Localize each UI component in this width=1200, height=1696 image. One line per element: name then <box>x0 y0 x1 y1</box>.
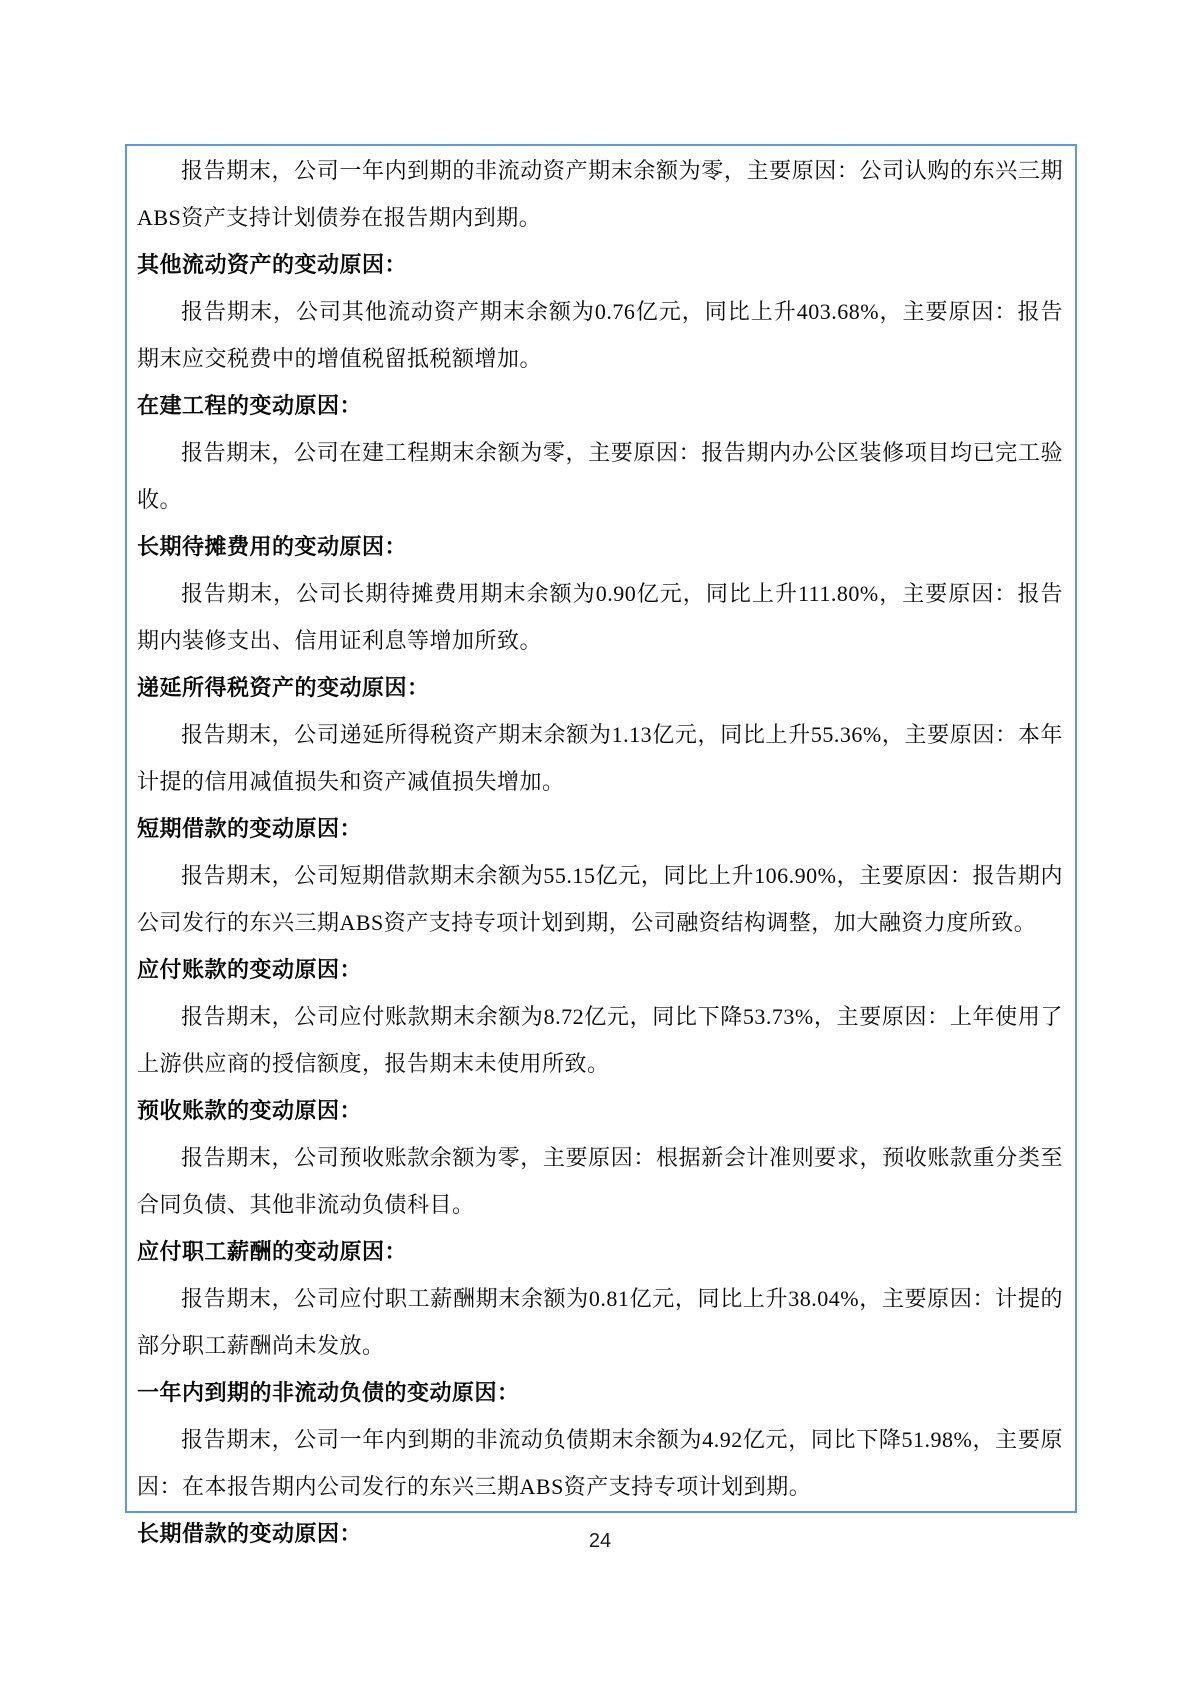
body-paragraph: 报告期末，公司一年内到期的非流动负债期末余额为4.92亿元，同比下降51.98%，主要原因：在本报告期内公司发行的东兴三期ABS资产支持专项计划到期。 <box>137 1427 1063 1499</box>
section-heading: 预收账款的变动原因： <box>137 1098 363 1123</box>
body-paragraph: 报告期末，公司在建工程期末余额为零，主要原因：报告期内办公区装修项目均已完工验收。 <box>137 440 1063 512</box>
body-paragraph: 报告期末，公司其他流动资产期末余额为0.76亿元，同比上升403.68%，主要原因：报告期末应交税费中的增值税留抵税额增加。 <box>137 299 1063 371</box>
section-heading: 其他流动资产的变动原因： <box>137 252 408 277</box>
body-paragraph: 报告期末，公司递延所得税资产期末余额为1.13亿元，同比上升55.36%，主要原因：本年计提的信用减值损失和资产减值损失增加。 <box>137 722 1063 794</box>
body-paragraph: 报告期末，公司一年内到期的非流动资产期末余额为零，主要原因：公司认购的东兴三期ABS资产支持计划债券在报告期内到期。 <box>137 158 1063 230</box>
body-paragraph: 报告期末，公司预收账款余额为零，主要原因：根据新会计准则要求，预收账款重分类至合同负债、其他非流动负债科目。 <box>137 1145 1063 1217</box>
section-heading: 长期待摊费用的变动原因： <box>137 534 408 559</box>
section-heading: 长期借款的变动原因： <box>137 1521 363 1546</box>
section-heading: 递延所得税资产的变动原因： <box>137 675 430 700</box>
section-heading: 应付账款的变动原因： <box>137 957 363 982</box>
page-number: 24 <box>588 1530 612 1552</box>
section-heading: 在建工程的变动原因： <box>137 393 363 418</box>
section-heading: 应付职工薪酬的变动原因： <box>137 1239 408 1264</box>
body-paragraph: 报告期末，公司应付职工薪酬期末余额为0.81亿元，同比上升38.04%，主要原因：计提的部分职工薪酬尚未发放。 <box>137 1286 1063 1358</box>
section-heading: 一年内到期的非流动负债的变动原因： <box>137 1380 520 1405</box>
section-heading: 短期借款的变动原因： <box>137 816 363 841</box>
body-paragraph: 报告期末，公司长期待摊费用期末余额为0.90亿元，同比上升111.80%，主要原因：报告期内装修支出、信用证利息等增加所致。 <box>137 581 1063 653</box>
body-paragraph: 报告期末，公司短期借款期末余额为55.15亿元，同比上升106.90%，主要原因：报告期内公司发行的东兴三期ABS资产支持专项计划到期，公司融资结构调整，加大融资力度所致。 <box>137 863 1063 935</box>
body-paragraph: 报告期末，公司应付账款期末余额为8.72亿元，同比下降53.73%，主要原因：上年使用了上游供应商的授信额度，报告期末未使用所致。 <box>137 1004 1063 1076</box>
